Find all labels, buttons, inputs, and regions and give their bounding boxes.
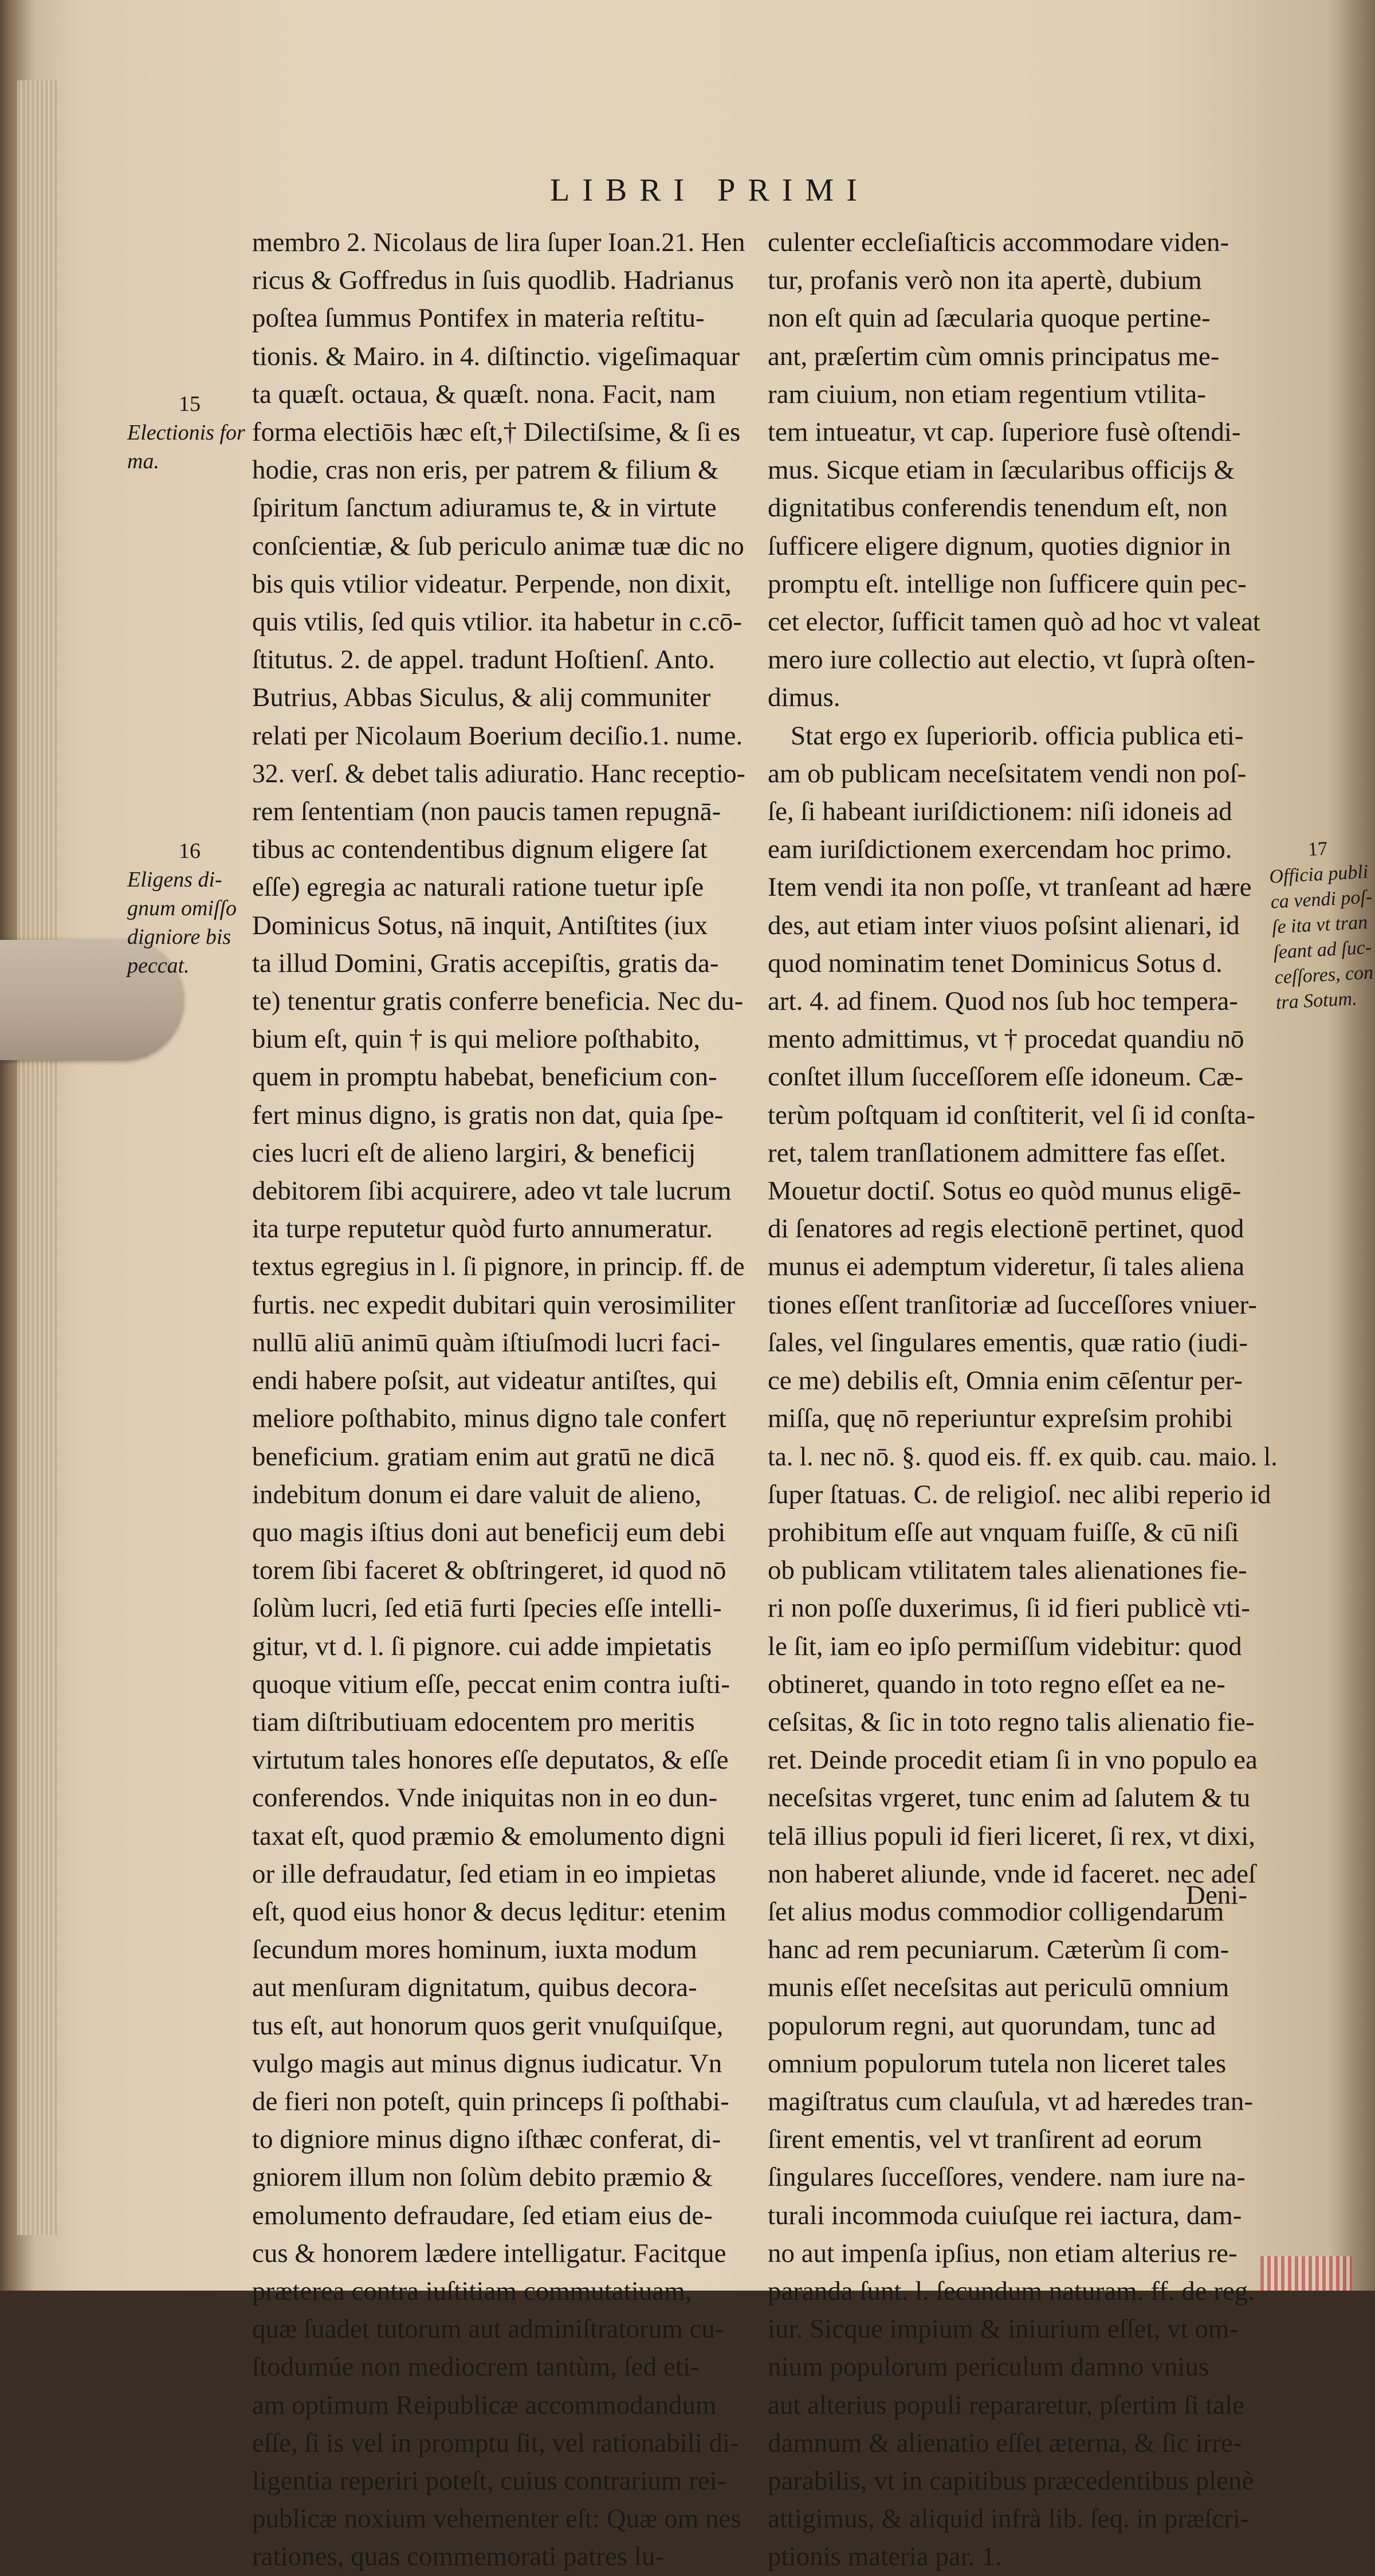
text-line: Butrius, Abbas Siculus, & alij communiter	[252, 683, 711, 713]
text-line: publicæ noxium vehementer eſt: Quæ om nes	[252, 2504, 741, 2534]
text-line: tur, profanis verò non ita apertè, dubium	[768, 265, 1202, 296]
text-line: fert minus digno, is gratis non dat, quia ſpe-	[252, 1100, 724, 1130]
text-line: telā illius populi id fieri liceret, ſi rex, vt dixi,	[768, 1821, 1256, 1851]
text-line: forma electiōis hæc eſt,† Dilectiſsime, & ſi es	[252, 417, 741, 448]
text-line: cies lucri eſt de alieno largiri, & beneficij	[252, 1138, 696, 1168]
margin-note-number: 16	[179, 839, 201, 863]
text-line: gitur, vt d. l. ſi pignore. cui adde impietatis	[252, 1631, 712, 1661]
text-line: torem ſibi faceret & obſtringeret, id quod nō	[252, 1555, 726, 1586]
text-line: ce me) debilis eſt, Omnia enim cēſentur per-	[768, 1366, 1243, 1396]
text-line: gniorem illum non ſolùm debito præmio &	[252, 2162, 713, 2193]
text-line: ret, talem tranſlationem admittere fas eſſet.	[768, 1138, 1226, 1168]
text-line: præterea contra iuſtitiam commutatiuam,	[252, 2276, 692, 2306]
text-line: ta illud Domini, Gratis accepiſtis, gratis da-	[252, 948, 719, 978]
margin-note-number: 15	[179, 392, 201, 416]
text-line: nullū aliū animū quàm iſtiuſmodi lucri faci-	[252, 1327, 721, 1358]
text-line: munis eſſet neceſsitas aut periculū omnium	[768, 1973, 1229, 2003]
text-line: quis vtilis, ſed quis vtilior. ita habetur in c.cō-	[252, 607, 742, 637]
text-line: dignitatibus conferendis tenendum eſt, non	[768, 493, 1228, 523]
text-line: textus egregius in l. ſi pignore, in princip. ff. de	[252, 1252, 745, 1282]
text-line: no aut impenſa ipſius, non etiam alterius re-	[768, 2238, 1238, 2268]
left-text-column	[252, 224, 745, 2576]
text-line: or ille defraudatur, ſed etiam in eo impietas	[252, 1859, 716, 1889]
margin-note-line: ca vendi poſ-	[1270, 886, 1373, 913]
text-line: eſſe) egregia ac naturali ratione tuetur ipſe	[252, 872, 704, 903]
margin-note-line: ma.	[127, 449, 159, 473]
text-line: beneficium. gratiam enim aut gratū ne dicā	[252, 1441, 715, 1472]
text-line: indebitum donum ei dare valuit de alieno,	[252, 1479, 702, 1509]
text-line: debitorem ſibi acquirere, adeo vt tale lucrum	[252, 1176, 732, 1206]
text-line: non haberet aliunde, vnde id faceret. nec adeſ	[768, 1859, 1256, 1889]
text-line: ſuper ſtatuas. C. de religioſ. nec alibi reperio id	[768, 1479, 1271, 1509]
text-line: quoque vitium eſſe, peccat enim contra iuſti-	[252, 1669, 730, 1699]
margin-note-line: tra Sotum.	[1275, 988, 1358, 1014]
text-line: virtutum tales honores eſſe deputatos, & eſſe	[252, 1745, 729, 1775]
text-line: ant, præſertim cùm omnis principatus me-	[768, 341, 1220, 371]
right-text-column	[768, 224, 1278, 2576]
text-line: terùm poſtquam id conſtiterit, vel ſi id conſta-	[768, 1100, 1256, 1130]
text-line: te) tenentur gratis conferre beneficia. Nec du-	[252, 986, 744, 1017]
text-line: Mouetur doctiſ. Sotus eo quòd munus eligē-	[768, 1176, 1242, 1206]
text-line: ſtitutus. 2. de appel. tradunt Hoſtienſ. Anto.	[252, 645, 716, 675]
text-line: ſingulares ſucceſſores, vendere. nam iure na-	[768, 2162, 1246, 2193]
text-line: aut menſuram dignitatum, quibus decora-	[252, 1973, 697, 2003]
text-line: membro 2. Nicolaus de lira ſuper Ioan.21. Hen	[252, 228, 745, 257]
text-line: omnium populorum tutela non liceret tales	[768, 2048, 1227, 2079]
text-line: meliore poſthabito, minus digno tale confert	[252, 1403, 726, 1434]
text-line: quem in promptu habebat, beneficium con-	[252, 1062, 717, 1092]
text-line: bium eſt, quin † is qui meliore poſthabito,	[252, 1024, 700, 1054]
text-line: eſt, quod eius honor & decus lęditur: etenim	[252, 1896, 726, 1927]
text-line: ſtodumúe non mediocrem tantùm, ſed eti-	[252, 2352, 700, 2382]
text-line: mus. Sicque etiam in ſæcularibus officijs &	[768, 455, 1235, 485]
text-line: taxat eſt, quod præmio & emolumento digni	[252, 1821, 726, 1851]
text-line: mero iure collectio aut electio, vt ſuprà oſten-	[768, 645, 1255, 675]
text-line: tus eſt, aut honorum quos gerit vnuſquiſque,	[252, 2010, 724, 2041]
text-line: ſufficere eligere dignum, quoties dignior in	[768, 531, 1231, 561]
text-line: ptionis materia par. 1.	[768, 2542, 1002, 2572]
text-line: quo magis iſtius doni aut beneficij eum debi	[252, 1517, 726, 1547]
text-line: Stat ergo ex ſuperiorib. officia publica eti-	[791, 720, 1244, 751]
text-line: relati per Nicolaum Boerium deciſio.1. nume.	[252, 720, 743, 751]
text-line: ſe, ſi habeant iuriſdictionem: niſi idoneis ad	[768, 797, 1232, 827]
margin-note-15	[127, 390, 245, 476]
text-line: bis quis vtilior videatur. Perpende, non dixit,	[252, 568, 732, 599]
margin-note-17	[1267, 834, 1375, 1016]
margin-note-line: Eligens di-	[127, 868, 222, 892]
text-line: des, aut etiam inter viuos poſsint alienari, id	[768, 910, 1240, 940]
text-line: ret. Deinde procedit etiam ſi in vno populo ea	[768, 1745, 1258, 1775]
text-line: quæ ſuadet tutorum aut adminiſtratorum cu-	[252, 2314, 724, 2344]
text-line: nium populorum periculum damno vnius	[768, 2352, 1209, 2382]
margin-note-line: ſeant ad ſuc-	[1272, 936, 1372, 963]
text-line: de fieri non poteſt, quin princeps ſi poſthabi-	[252, 2086, 729, 2116]
text-line: vulgo magis aut minus dignus iudicatur. Vn	[252, 2048, 722, 2079]
text-line: ricus & Goffredus in ſuis quodlib. Hadrianus	[252, 265, 734, 296]
text-line: iur. Sicque impium & iniurium eſſet, vt om-	[768, 2314, 1239, 2344]
text-line: conferendos. Vnde iniquitas non in eo dun-	[252, 1783, 718, 1813]
text-line: promptu eſt. intellige non ſufficere quin pec-	[768, 568, 1247, 599]
text-line: am optimum Reipublicæ accommodandum	[252, 2390, 717, 2420]
margin-note-line: peccat.	[127, 954, 190, 978]
text-line: art. 4. ad finem. Quod nos ſub hoc tempera-	[768, 986, 1238, 1017]
text-line: eſſe, ſi is vel in promptu ſit, vel rationabili di-	[252, 2428, 739, 2458]
text-line: munus ei ademptum videretur, ſi tales aliena	[768, 1252, 1245, 1282]
text-line: dimus.	[768, 683, 840, 713]
text-line: ram ciuium, non etiam regentium vtilita-	[768, 379, 1206, 409]
text-line: paranda ſunt. l. ſecundum naturam. ff. de reg.	[768, 2276, 1255, 2306]
text-line: quod nominatim tenet Dominicus Sotus d.	[768, 948, 1223, 978]
text-line: rationes, quas commemorati patres lu-	[252, 2542, 665, 2572]
text-line: ſpiritum ſanctum adiuramus te, & in virtute	[252, 493, 717, 523]
text-line: le ſit, iam eo ipſo permiſſum videbitur: quod	[768, 1631, 1242, 1661]
text-line: ſecundum mores hominum, iuxta modum	[252, 1935, 697, 1965]
text-line: attigimus, & aliquid infrà lib. ſeq. in præſcri-	[768, 2504, 1250, 2534]
text-line: ita turpe reputetur quòd furto annumeratur.	[252, 1214, 713, 1244]
text-line: ta. l. nec nō. §. quod eis. ff. ex quib. cau. maio. l.	[768, 1441, 1278, 1472]
text-line: damnum & alienatio eſſet æterna, & ſic irre-	[768, 2428, 1242, 2458]
text-line: ri non poſſe duxerimus, ſi id fieri publicè vti-	[768, 1593, 1250, 1624]
page-edges	[17, 80, 57, 2235]
margin-note-line: digniore bis	[127, 925, 231, 949]
margin-note-number: 17	[1307, 838, 1329, 861]
text-line: rem ſententiam (non paucis tamen repugnā-	[252, 797, 721, 827]
text-line: conſcientiæ, & ſub periculo animæ tuæ dic no	[252, 531, 744, 561]
text-line: non eſt quin ad ſæcularia quoque pertine-	[768, 303, 1211, 334]
text-line: ceſsitas, & ſic in toto regno talis alienatio fie-	[768, 1707, 1255, 1737]
text-line: am ob publicam neceſsitatem vendi non poſ-	[768, 758, 1247, 789]
text-line: tiam diſtributiuam edocentem pro meritis	[252, 1707, 695, 1737]
text-line: obtineret, quando in toto regno eſſet ea ne-	[768, 1669, 1225, 1699]
margin-note-line: ſe ita vt tran	[1271, 911, 1368, 938]
margin-note-line: ceſſores, con	[1274, 962, 1374, 989]
text-line: ta quæſt. octaua, & quæſt. nona. Facit, nam	[252, 379, 716, 409]
text-line: culenter eccleſiaſticis accommodare viden-	[768, 228, 1229, 257]
text-line: di ſenatores ad regis electionē pertinet, quod	[768, 1214, 1244, 1244]
running-header: LIBRI PRIMI	[550, 172, 870, 208]
text-line: parabilis, vt in capitibus præcedentibus plenè	[768, 2465, 1254, 2496]
text-line: tionis. & Mairo. in 4. diſtinctio. vigeſimaquar	[252, 341, 740, 371]
text-line: tibus ac contendentibus dignum eligere ſat	[252, 834, 708, 865]
text-line: 32. verſ. & debet talis adiuratio. Hanc receptio-	[252, 758, 745, 789]
margin-note-line: Officia publi	[1268, 861, 1369, 888]
catchword: Deni-	[1186, 1880, 1248, 1910]
text-line: Item vendi ita non poſſe, vt tranſeant ad hære	[768, 872, 1252, 903]
text-line: Dominicus Sotus, nā inquit, Antiſtites (iux	[252, 910, 708, 940]
text-line: populorum regni, aut quorundam, tunc ad	[768, 2010, 1216, 2041]
text-line: cus & honorem lædere intelligatur. Facitque	[252, 2238, 726, 2268]
text-line: aut alterius populi repararetur, pſertim ſi tale	[768, 2390, 1245, 2420]
text-line: tem intueatur, vt cap. ſuperiore fusè oſtendi-	[768, 417, 1241, 448]
text-line: ligentia reperiri poteſt, cuius contrarium rei-	[252, 2465, 726, 2496]
text-line: neceſsitas vrgeret, tunc enim ad ſalutem & tu	[768, 1783, 1251, 1813]
text-line: ſales, vel ſingulares ementis, quæ ratio (iudi-	[768, 1327, 1248, 1358]
text-line: emolumento defraudare, ſed etiam eius de-	[252, 2200, 713, 2230]
text-line: eam iuriſdictionem exercendam hoc primo.	[768, 834, 1232, 865]
text-line: cet elector, ſufficit tamen quò ad hoc vt valeat	[768, 607, 1260, 637]
text-line: miſſa, quę nō reperiuntur expreſsim prohibi	[768, 1403, 1233, 1434]
text-line: poſtea ſummus Pontifex in materia reſtitu-	[252, 303, 705, 334]
text-line: furtis. nec expedit dubitari quin verosimiliter	[252, 1289, 736, 1320]
text-line: hodie, cras non eris, per patrem & filium &	[252, 455, 719, 485]
text-line: prohibitum eſſe aut vnquam fuiſſe, & cū niſi	[768, 1517, 1239, 1547]
text-line: ob publicam vtilitatem tales alienationes fie-	[768, 1555, 1247, 1586]
text-line: tiones eſſent tranſitoriæ ad ſucceſſores vniuer-	[768, 1289, 1257, 1320]
margin-note-line: Electionis for	[127, 421, 245, 445]
text-line: ſet alius modus commodior colligendarum	[768, 1896, 1224, 1927]
text-line: conſtet illum ſucceſſorem eſſe idoneum. Cæ-	[768, 1062, 1244, 1092]
text-line: magiſtratus cum clauſula, vt ad hæredes tran-	[768, 2086, 1254, 2116]
text-line: hanc ad rem pecuniarum. Cæterùm ſi com-	[768, 1935, 1229, 1965]
text-line: ſirent ementis, vel vt tranſirent ad eorum	[768, 2124, 1203, 2155]
text-line: mento admittimus, vt † procedat quandiu nō	[768, 1024, 1244, 1054]
text-line: turali incommoda cuiuſque rei iactura, dam-	[768, 2200, 1242, 2230]
text-line: ſolùm lucri, ſed etiā furti ſpecies eſſe intelli-	[252, 1593, 722, 1624]
text-line: to digniore minus digno iſthæc conferat, di-	[252, 2124, 721, 2155]
margin-note-16	[127, 837, 237, 980]
text-line: endi habere poſsit, aut videatur antiſtes, qui	[252, 1366, 717, 1396]
margin-note-line: gnum omiſſo	[127, 896, 237, 920]
